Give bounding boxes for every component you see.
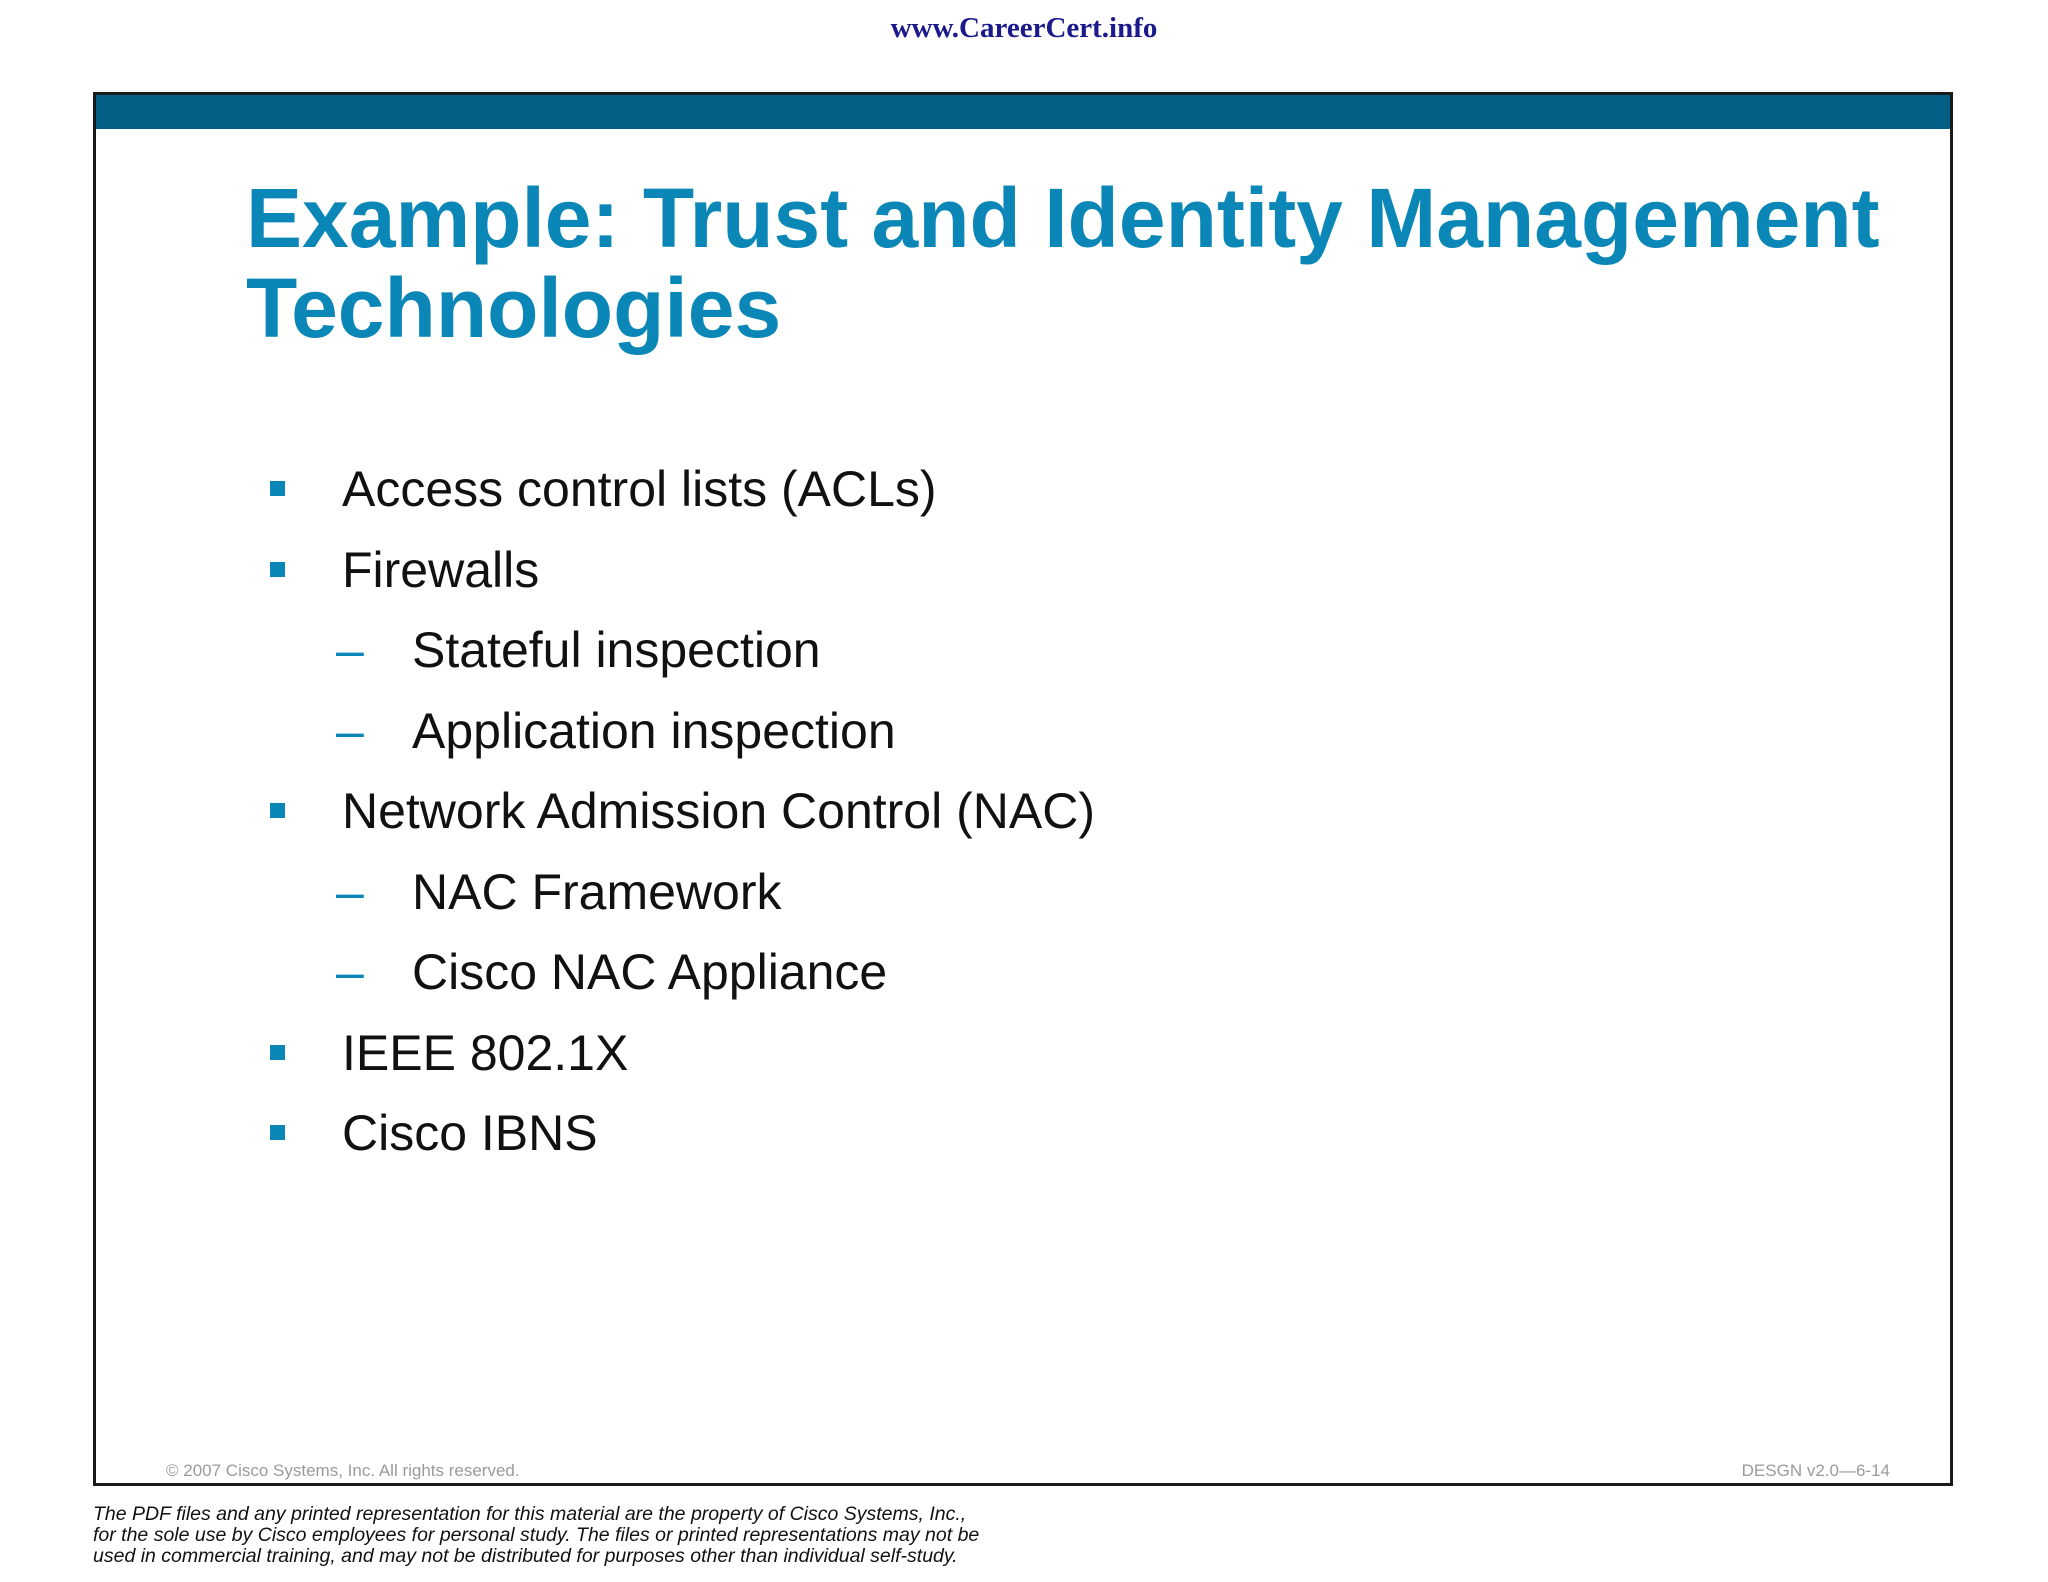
slide-title: Example: Trust and Identity Management Technologies <box>246 171 1880 355</box>
dash-bullet-icon: – <box>336 702 364 759</box>
bullet-item-cisco-ibns <box>270 1103 1095 1184</box>
square-bullet-icon <box>270 481 285 496</box>
sub-bullet-item-nac-framework <box>270 862 1095 943</box>
bullet-text: Network Admission Control (NAC) <box>342 783 1095 839</box>
slide-frame <box>93 92 1953 1486</box>
sub-bullet-text: Application inspection <box>412 702 896 759</box>
slide-top-bar <box>96 95 1950 129</box>
bullet-text: Access control lists (ACLs) <box>342 461 937 517</box>
bullet-list <box>270 459 1095 1184</box>
bullet-item-nac <box>270 781 1095 862</box>
bullet-text: Cisco IBNS <box>342 1105 598 1161</box>
dash-bullet-icon: – <box>336 863 364 920</box>
disclaimer-line: for the sole use by Cisco employees for personal study. The files or printed representations may not be <box>93 1524 980 1546</box>
dash-bullet-icon: – <box>336 944 364 1000</box>
slide-footer-copyright: © 2007 Cisco Systems, Inc. All rights reserved. <box>166 1461 520 1480</box>
bullet-item-acls <box>270 459 1095 540</box>
sub-bullet-item-nac-appliance <box>270 942 1095 1023</box>
bullet-item-firewalls <box>270 540 1095 621</box>
site-url-header: www.CareerCert.info <box>890 12 1158 44</box>
square-bullet-icon <box>270 1125 285 1140</box>
disclaimer-line: used in commercial training, and may not be distributed for purposes other than individual self-study. <box>93 1545 958 1567</box>
sub-bullet-item-application-inspection <box>270 701 1095 782</box>
disclaimer-text <box>93 1504 1193 1567</box>
bullet-item-ieee-8021x <box>270 1023 1095 1104</box>
square-bullet-icon <box>270 562 285 577</box>
sub-bullet-text: Cisco NAC Appliance <box>412 944 888 1000</box>
bullet-text: IEEE 802.1X <box>342 1024 629 1081</box>
sub-bullet-item-stateful-inspection <box>270 620 1095 701</box>
sub-bullet-text: Stateful inspection <box>412 622 821 678</box>
disclaimer-line: The PDF files and any printed representation for this material are the property of Cisco Systems, Inc., <box>93 1503 967 1525</box>
dash-bullet-icon: – <box>336 622 364 678</box>
square-bullet-icon <box>270 1045 285 1060</box>
square-bullet-icon <box>270 803 285 818</box>
bullet-text: Firewalls <box>342 541 540 598</box>
slide-footer-course-code: DESGN v2.0—6-14 <box>1741 1461 1890 1480</box>
sub-bullet-text: NAC Framework <box>412 863 782 920</box>
